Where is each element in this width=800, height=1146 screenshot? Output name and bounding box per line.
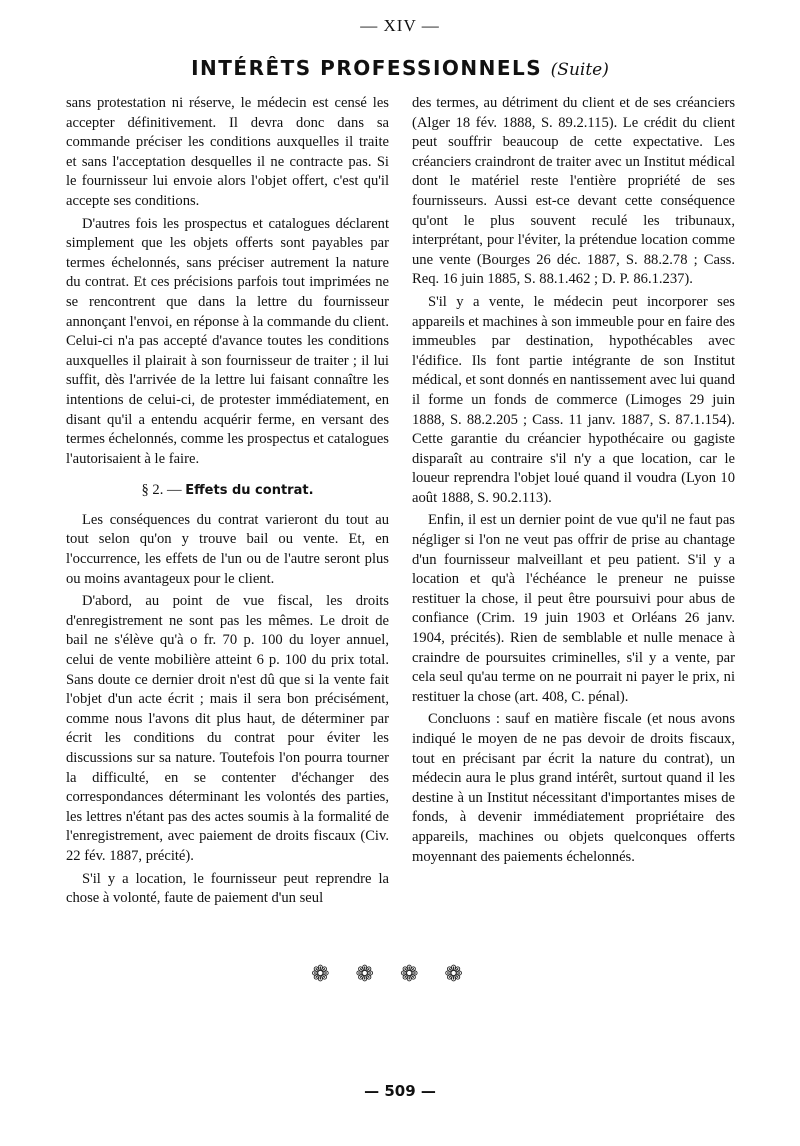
subheading-text: Effets du contrat. bbox=[185, 483, 314, 499]
right-paragraph-2: S'il y a vente, le médecin peut incorporer ses appareils et machines à son immeuble pour en faire des immeubles par destination, hypothécables avec l'édifice. Ils font partie intégrante de son Institut médical, et sont donnés en nantissement avec lui quand il forme un fonds de commerce (Limoges 29 juin 1888, S. 88.2.205 ; Cass. 11 janv. 1887, S. 87.1.154). Cette garantie du créancier hypothécaire ou gagiste disparaît au contraire s'il n'y a que location, car le loueur reprendra l'objet loué quand il voudra (Lyon 10 août 1888, S. 90.2.113). bbox=[412, 293, 736, 506]
subheading-prefix: § 2. — bbox=[141, 482, 182, 499]
left-paragraph-4: D'abord, au point de vue fiscal, les droits d'enregistrement ne sont pas les mêmes. Le droit de bail ne s'élève qu'à o fr. 70 p. 100 du loyer annuel, celui de vente mobilière atteint 6 p. 100 du prix total. Sans doute ce dernier droit n'est dû que si la vente fait l'objet d'un acte écrit ; mais il sera bon précisément, comme nous l'avons dit plus haut, de déterminer par écrit les conditions du contrat pour éviter les discussions sur sa nature. Toutefois l'on pourra tourner la difficulté, en se contenter d'échanger des correspondances déterminant les volontés des parties, les lettres n'étant pas des actes soumis à la formalité de l'enregistrement, avec paiement de droits fiscaux (Civ. 22 fév. 1887, précité). bbox=[66, 593, 389, 864]
footer-page-number: — 509 — bbox=[364, 1082, 436, 1100]
right-paragraph-3: Enfin, il est un dernier point de vue qu'il ne faut pas négliger si l'on ne veut pas offrir de prise au chantage d'un fournisseur malveillant et peu patient. S'il y a location et qu'à l'échéance le preneur ne puisse restituer la chose, il peut être poursuivi pour abus de confiance (Crim. 19 juin 1903 et Orléans 26 janv. 1904, précités). Rien de semblable et nulle menace à craindre de poursuites criminelles, s'il y a vente, par cela seul qu'au terme on ne pourrait ni payer le prix, ni restituer la chose (art. 408, C. pénal). bbox=[412, 512, 735, 705]
right-paragraph-1: des termes, au détriment du client et de ses créanciers (Alger 18 fév. 1888, S. 89.2.115). Le crédit du client peut souffrir beaucoup de cette expectative. Les créanciers craindront de traiter avec un Institut médical dont le matériel reste l'entière propriété de ses fournisseurs. Aussi est-ce devant cette conséquence qu'ont le plus souvent reculé les tribunaux, interprétant, pour l'éviter, la prétendue location comme une vente (Bourges 26 déc. 1887, S. 88.2.78 ; Cass. Req. 16 juin 1885, S. 88.1.462 ; D. P. 86.1.237). bbox=[412, 95, 735, 288]
right-column bbox=[412, 94, 735, 867]
section-title-suffix: (Suite) bbox=[550, 60, 609, 80]
section-title-text: INTÉRÊTS PROFESSIONNELS bbox=[191, 56, 543, 80]
left-paragraph-5: S'il y a location, le fournisseur peut reprendre la chose à volonté, faute de paiement d'un seul bbox=[66, 870, 389, 907]
running-page-number: — XIV — bbox=[360, 16, 440, 35]
left-paragraph-2: D'autres fois les prospectus et catalogues déclarent simplement que les objets offerts sont payables par termes échelonnés, sans préciser autrement la nature du contrat. Et ces précisions parfois tout imprimées ne se rencontrent que dans la lettre du fournisseur annonçant l'envoi, en réponse à la commande du client. Celui-ci n'a pas accepté d'avance toutes les conditions auxquelles il plairait à son fournisseur de traiter ; il lui suffit, dès l'arrivée de la lettre lui faisant connaître les intentions de celui-ci, de protester immédiatement, en disant qu'il a entendu acquérir ferme, en versant des termes échelonnés, comme les prospectus et catalogues l'autorisaient à le faire. bbox=[66, 215, 389, 467]
left-column bbox=[66, 94, 389, 909]
left-paragraph-1: sans protestation ni réserve, le médecin est censé les accepter définitivement. Il devra donc dans sa commande préciser les conditions auxquelles il traite et sans l'acceptation desquelles il ne contracte pas. Si le fournisseur lui envoie alors l'objet offert, c'est qu'il accepte ses conditions. bbox=[66, 95, 389, 209]
ornament-icon: ❁❁❁❁ bbox=[311, 962, 489, 987]
left-paragraph-3: Les conséquences du contrat varieront du tout au tout selon qu'on y trouve bail ou vente. Et, en l'occurrence, les effets de l'un ou de l'autre seront plus ou moins avantageux pour le client. bbox=[66, 511, 389, 587]
right-paragraph-4: Concluons : sauf en matière fiscale (et nous avons indiqué le moyen de ne pas devoir de droits fiscaux, tout en précisant par écrit la nature du contrat), un médecin aura le plus grand intérêt, surtout quand il les destine à un Institut nécessitant d'importantes mises de fonds, à devenir immédiatement propriétaire des appareils, machines ou objets quelconques offerts moyennant des paiements échelonnés. bbox=[412, 711, 735, 865]
subheading bbox=[66, 481, 389, 501]
section-title bbox=[0, 56, 800, 80]
